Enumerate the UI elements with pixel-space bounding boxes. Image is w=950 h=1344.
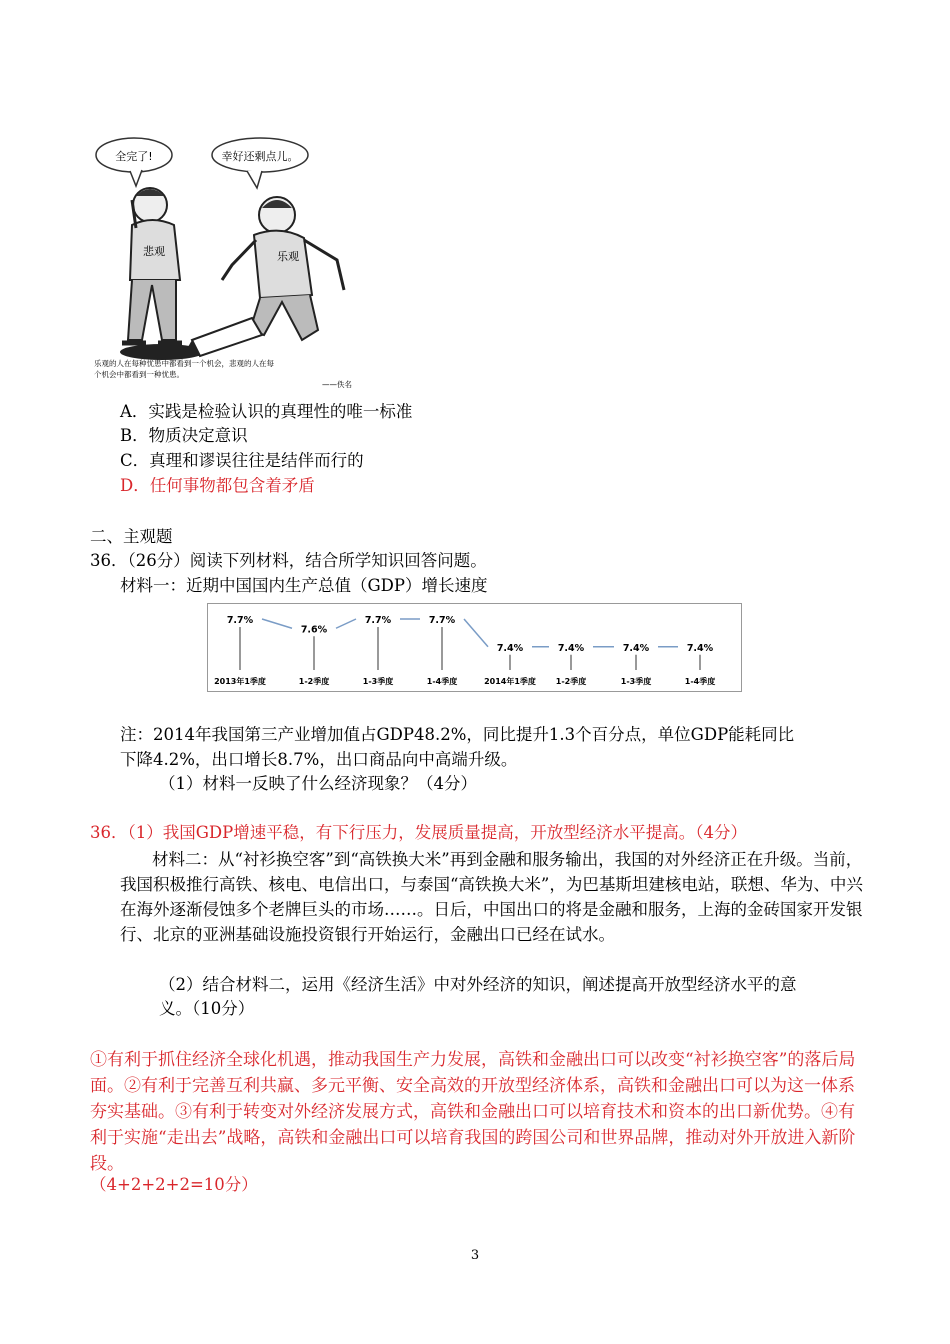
gdp-chart-svg bbox=[208, 604, 741, 691]
material-1-title: 材料一：近期中国国内生产总值（GDP）增长速度 bbox=[120, 576, 488, 595]
option-d-answer: D．任何事物都包含着矛盾 bbox=[120, 476, 315, 495]
gdp-growth-chart bbox=[207, 603, 742, 692]
bubble-right-text: 幸好还剩点儿。 bbox=[221, 150, 299, 163]
tick-label: 1-2季度 bbox=[555, 677, 587, 686]
series-segment bbox=[262, 619, 292, 628]
series-segment bbox=[336, 619, 356, 628]
tick-label: 2013年1季度 bbox=[214, 677, 266, 686]
option-a: A．实践是检验认识的真理性的唯一标准 bbox=[120, 402, 413, 421]
tick-label: 1-4季度 bbox=[684, 677, 716, 686]
note-line-1: 注：2014年我国第三产业增加值占GDP48.2%，同比提升1.3个百分点，单位GDP能耗同比 bbox=[120, 725, 795, 744]
caption-author: ——佚名 bbox=[322, 380, 352, 389]
data-label: 7.7% bbox=[428, 615, 456, 626]
page-number: 3 bbox=[470, 1248, 480, 1263]
question-36-stem: 36．（26分）阅读下列材料，结合所学知识回答问题。 bbox=[90, 551, 487, 570]
shirt-right-text: 乐观 bbox=[277, 250, 299, 263]
data-label: 7.4% bbox=[686, 642, 714, 654]
data-label: 7.4% bbox=[557, 642, 585, 654]
question-2-line-1: （2）结合材料二，运用《经济生活》中对外经济的知识，阐述提高开放型经济水平的意 bbox=[159, 975, 797, 994]
data-label: 7.7% bbox=[226, 615, 254, 626]
tick-label: 1-2季度 bbox=[298, 677, 330, 686]
optimist-pessimist-cartoon bbox=[92, 130, 382, 390]
caption-line-2: 个机会中都看到一种忧患。 bbox=[94, 370, 184, 379]
note-line-2: 下降4.2%，出口增长8.7%，出口商品向中高端升级。 bbox=[120, 750, 518, 769]
question-1: （1）材料一反映了什么经济现象？（4分） bbox=[159, 774, 477, 793]
material-2: 材料二：从“衬衫换空客”到“高铁换大米”再到金融和服务输出，我国的对外经济正在升级。当前，我国积极推行高铁、核电、电信出口，与泰国“高铁换大米”，为巴基斯坦建核电站，联想、华为、中兴在海外逐渐侵蚀多个老牌巨头的市场……。日后，中国出口的将是金融和服务，上海的金砖国家开发银行、北京的亚洲基础设施投资银行开始运行，金融出口已经在试水。 bbox=[120, 850, 863, 944]
option-b: B．物质决定意识 bbox=[120, 426, 248, 445]
tick-label: 2014年1季度 bbox=[484, 677, 536, 686]
bubble-left-text: 全完了! bbox=[115, 150, 153, 163]
series-segment bbox=[464, 619, 488, 647]
option-c: C．真理和谬误往往是结伴而行的 bbox=[120, 451, 364, 470]
shirt-left-text: 悲观 bbox=[143, 245, 165, 258]
tick-label: 1-3季度 bbox=[362, 677, 394, 686]
answer-2: ①有利于抓住经济全球化机遇，推动我国生产力发展，高铁和金融出口可以改变“衬衫换空客”的落后局面。②有利于完善互利共赢、多元平衡、安全高效的开放型经济体系，高铁和金融出口可以为这一体系夯实基础。③有利于转变对外经济发展方式，高铁和金融出口可以培育技术和资本的出口新优势。④有利于实施“走出去”战略，高铁和金融出口可以培育我国的跨国公司和世界品牌，推动对外开放进入新阶段。 bbox=[90, 1050, 856, 1174]
answer-1: 36．（1）我国GDP增速平稳，有下行压力，发展质量提高，开放型经济水平提高。（4分） bbox=[90, 823, 748, 842]
tick-label: 1-3季度 bbox=[620, 677, 652, 686]
data-label: 7.7% bbox=[364, 615, 392, 626]
question-2-line-2: 义。（10分） bbox=[159, 999, 255, 1018]
data-label: 7.4% bbox=[496, 642, 524, 654]
data-label: 7.4% bbox=[622, 642, 650, 654]
data-label: 7.6% bbox=[300, 624, 328, 636]
section-title: 二、主观题 bbox=[90, 527, 173, 546]
caption-line-1: 乐观的人在每种忧患中都看到一个机会，悲观的人在每 bbox=[94, 359, 274, 368]
answer-2-score: （4+2+2+2=10分） bbox=[90, 1175, 258, 1194]
tick-label: 1-4季度 bbox=[426, 677, 458, 686]
